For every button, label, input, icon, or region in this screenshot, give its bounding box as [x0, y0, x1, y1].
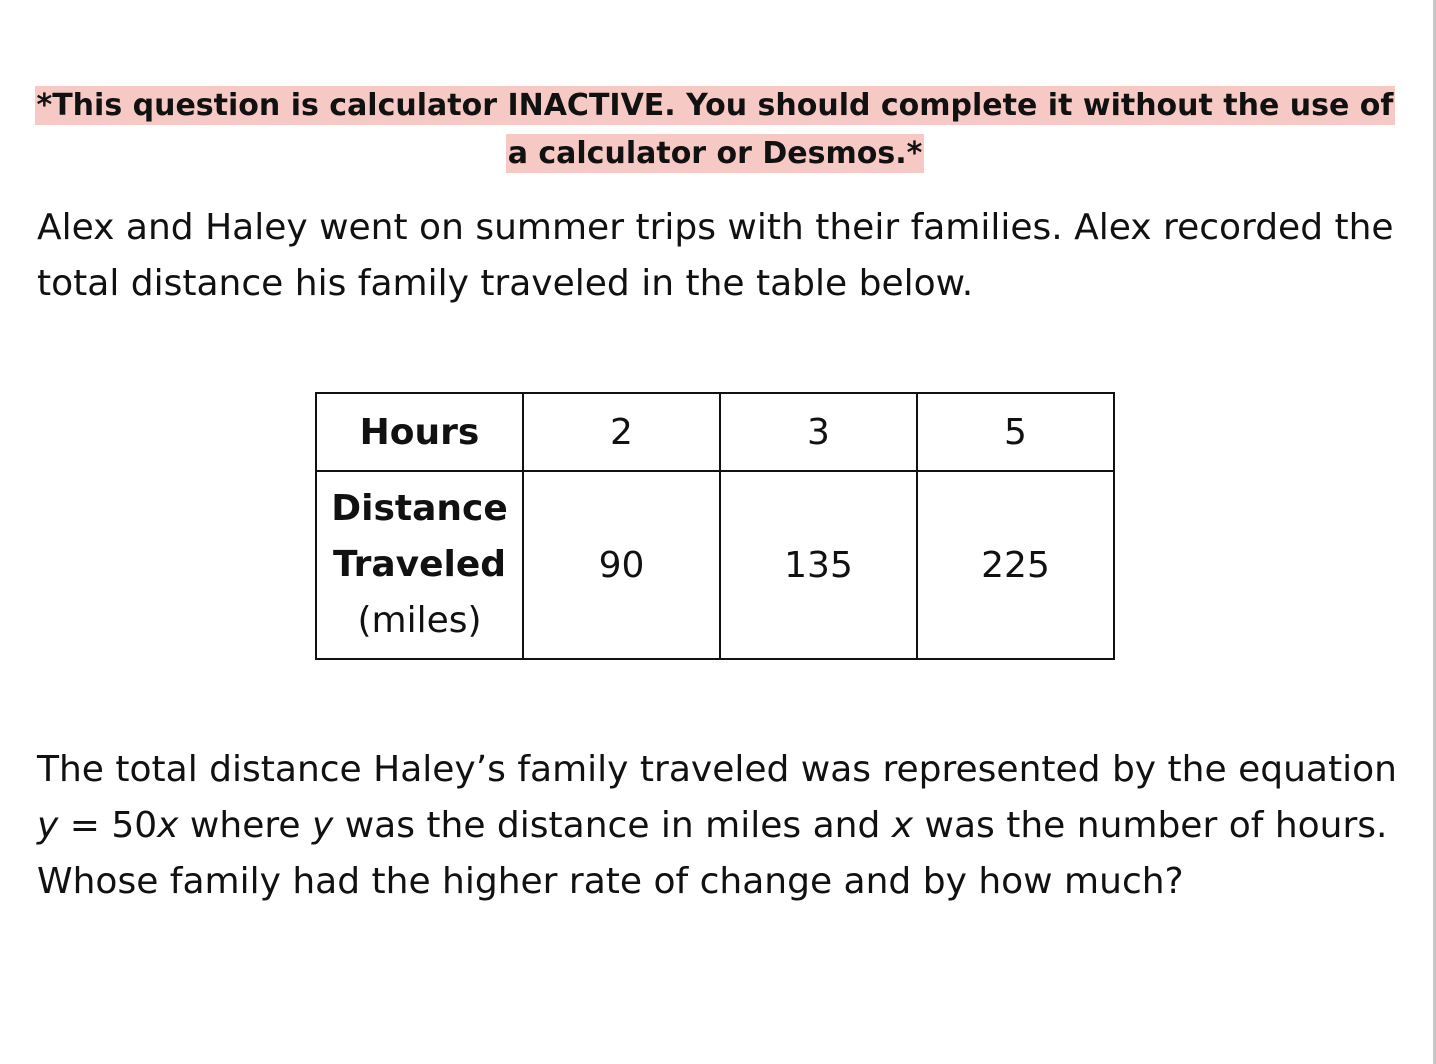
intro-paragraph: Alex and Haley went on summer trips with their families. Alex recorded the total distance his family traveled in the table below.: [37, 207, 1394, 304]
equation-middle: = 50: [58, 805, 158, 846]
distance-header-units: (miles): [357, 600, 482, 641]
distance-table: [315, 392, 1115, 660]
hours-cell: 3: [720, 393, 917, 471]
question-part4: was the number of hours. Whose family had the higher rate of change and by how much?: [37, 805, 1388, 902]
variable-x: x: [157, 805, 179, 846]
variable-y-ref: y: [311, 805, 334, 846]
distance-cell: 135: [720, 471, 917, 659]
variable-x-ref: x: [891, 805, 914, 846]
question-paragraph: [37, 742, 1397, 910]
table-row: [316, 393, 1114, 471]
distance-cell: 225: [917, 471, 1114, 659]
question-part2: where: [178, 805, 312, 846]
distance-header-line1: Distance: [331, 488, 508, 529]
calculator-notice: [30, 82, 1400, 178]
distance-cell: 90: [523, 471, 720, 659]
hours-cell: 5: [917, 393, 1114, 471]
variable-y: y: [37, 805, 59, 846]
question-part1: The total distance Haley’s family traveled was represented by the equation: [37, 749, 1397, 790]
calculator-notice-text: *This question is calculator INACTIVE. You should complete it without the use of a calculator or Desmos.*: [36, 88, 1394, 171]
hours-cell: 2: [523, 393, 720, 471]
question-part3: was the distance in miles and: [333, 805, 892, 846]
table-row: [316, 471, 1114, 659]
hours-header: Hours: [316, 393, 523, 471]
distance-header-line2: Traveled: [332, 544, 507, 585]
distance-header: [316, 471, 523, 659]
